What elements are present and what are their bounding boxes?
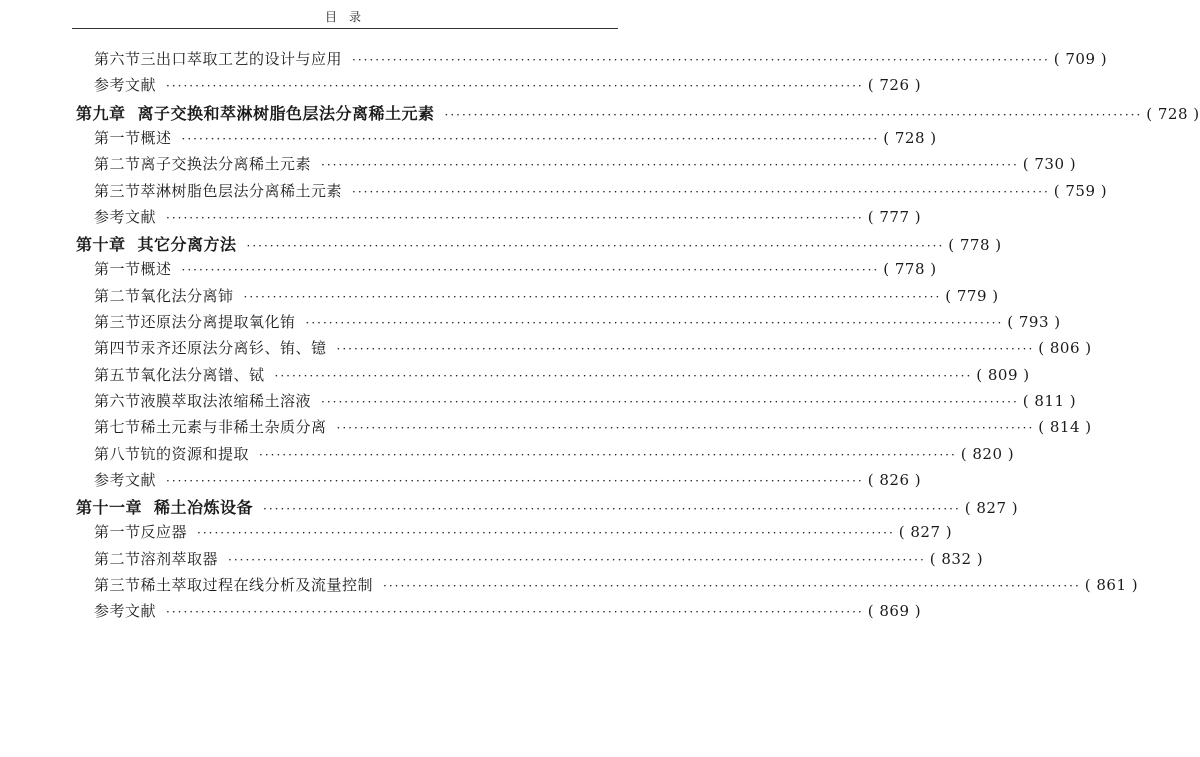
toc-section-entry[interactable] [94, 337, 1092, 361]
toc-references-entry[interactable] [94, 600, 922, 624]
section-number: 第一节 [94, 128, 141, 147]
running-header [72, 6, 618, 29]
section-title: 汞齐还原法分离钐、铕、镱 [140, 339, 327, 358]
section-title: 离子交换法分离稀土元素 [140, 155, 312, 174]
dot-leader: ························································································································ [352, 184, 1050, 199]
page-number: ( 759 ) [1053, 181, 1108, 200]
section-number: 第五节 [94, 365, 141, 384]
page-number: ( 728 ) [883, 128, 937, 147]
section-title: 液膜萃取法浓缩稀土溶液 [140, 391, 312, 410]
toc-section-entry[interactable] [94, 364, 1030, 388]
dot-leader: ························································································································ [259, 447, 957, 462]
dot-leader: ························································································································ [352, 53, 1050, 67]
dot-leader: ························································································································ [228, 552, 926, 567]
section-title: 还原法分离提取氧化铕 [140, 313, 296, 331]
dot-leader: ························································································································ [263, 502, 961, 517]
page-number: ( 861 ) [1084, 576, 1139, 594]
section-number: 第一节 [94, 260, 141, 279]
dot-leader: ························································································································ [321, 394, 1019, 409]
section-number: 第六节 [94, 50, 141, 68]
toc-chapter-entry[interactable] [76, 232, 1002, 256]
toc-section-entry[interactable] [94, 48, 1108, 72]
chapter-number: 第十章 [76, 235, 126, 255]
toc-references-entry[interactable] [94, 206, 922, 230]
section-title: 氧化法分离镨、铽 [140, 365, 265, 384]
page-number: ( 726 ) [867, 76, 922, 95]
dot-leader: ························································································································ [444, 107, 1143, 122]
page-number: ( 728 ) [1146, 104, 1200, 123]
dot-leader: ························································································································ [383, 579, 1081, 593]
section-number: 第二节 [94, 286, 141, 305]
page-number: ( 709 ) [1053, 50, 1108, 68]
chapter-title: 其它分离方法 [137, 235, 237, 255]
section-title: 稀土萃取过程在线分析及流量控制 [140, 576, 374, 594]
toc-chapter-entry[interactable] [76, 495, 1019, 519]
section-number: 第七节 [94, 418, 141, 437]
section-title: 氧化法分离铈 [140, 286, 234, 305]
section-number: 第八节 [94, 444, 141, 463]
dot-leader: ························································································································ [166, 210, 864, 225]
page-number: ( 827 ) [898, 523, 953, 542]
section-title: 三出口萃取工艺的设计与应用 [140, 50, 343, 68]
references-title: 参考文献 [94, 207, 157, 226]
section-title: 钪的资源和提取 [140, 444, 250, 463]
section-number: 第三节 [94, 313, 141, 331]
references-title: 参考文献 [94, 602, 157, 621]
toc-references-entry[interactable] [94, 469, 922, 493]
dot-leader: ························································································································ [166, 605, 864, 620]
header-title: 目录 [324, 10, 373, 24]
toc-section-entry[interactable] [94, 574, 1139, 598]
dot-leader: ························································································································ [166, 473, 864, 488]
references-title: 参考文献 [94, 470, 157, 489]
section-title: 反应器 [140, 523, 188, 542]
section-number: 第三节 [94, 576, 141, 594]
page-number: ( 827 ) [964, 499, 1019, 518]
dot-leader: ························································································································ [243, 289, 942, 304]
toc-section-entry[interactable] [94, 258, 937, 282]
page-number: ( 806 ) [1038, 339, 1092, 358]
section-title: 溶剂萃取器 [140, 549, 219, 568]
page-number: ( 809 ) [976, 365, 1030, 384]
dot-leader: ························································································································ [336, 421, 1035, 436]
toc-section-entry[interactable] [94, 153, 1077, 177]
dot-leader: ························································································································ [246, 239, 945, 254]
chapter-number: 第十一章 [76, 498, 143, 518]
dot-leader: ························································································································ [181, 131, 880, 146]
chapter-title: 稀土冶炼设备 [154, 498, 254, 518]
dot-leader: ························································································································ [274, 368, 973, 383]
references-title: 参考文献 [94, 76, 157, 95]
section-title: 概述 [140, 260, 172, 279]
page-number: ( 820 ) [960, 444, 1015, 463]
toc-section-entry[interactable] [94, 127, 937, 151]
dot-leader: ························································································································ [305, 316, 1004, 330]
toc-section-entry[interactable] [94, 521, 953, 545]
page-number: ( 779 ) [945, 286, 999, 305]
section-number: 第三节 [94, 181, 141, 200]
page-number: ( 869 ) [867, 602, 922, 621]
toc-section-entry[interactable] [94, 311, 1061, 335]
toc-references-entry[interactable] [94, 74, 922, 98]
page-number: ( 778 ) [948, 236, 1002, 255]
page-number: ( 811 ) [1022, 391, 1077, 410]
chapter-title: 离子交换和萃淋树脂色层法分离稀土元素 [137, 103, 435, 123]
toc-section-entry[interactable] [94, 416, 1092, 440]
section-title: 稀土元素与非稀土杂质分离 [140, 418, 327, 437]
section-number: 第一节 [94, 523, 141, 542]
section-title: 萃淋树脂色层法分离稀土元素 [140, 181, 343, 200]
page-number: ( 814 ) [1038, 418, 1092, 437]
dot-leader: ························································································································ [336, 342, 1035, 357]
chapter-number: 第九章 [76, 103, 126, 123]
page-number: ( 730 ) [1022, 155, 1077, 174]
section-number: 第二节 [94, 155, 141, 174]
section-number: 第二节 [94, 549, 141, 568]
page-number: ( 778 ) [883, 260, 937, 279]
section-number: 第四节 [94, 339, 141, 358]
page-number: ( 777 ) [867, 207, 922, 226]
toc-section-entry[interactable] [94, 390, 1077, 414]
toc-section-entry[interactable] [94, 548, 984, 572]
toc-section-entry[interactable] [94, 285, 999, 309]
page-number: ( 826 ) [867, 470, 922, 489]
dot-leader: ························································································································ [181, 263, 880, 278]
toc-chapter-entry[interactable] [76, 101, 1200, 125]
dot-leader: ························································································································ [166, 79, 864, 94]
page-number: ( 793 ) [1007, 313, 1061, 331]
toc-section-entry[interactable] [94, 180, 1108, 204]
section-title: 概述 [140, 128, 172, 147]
section-number: 第六节 [94, 391, 141, 410]
toc-section-entry[interactable] [94, 443, 1015, 467]
page-number: ( 832 ) [929, 549, 984, 568]
dot-leader: ························································································································ [321, 158, 1019, 173]
dot-leader: ························································································································ [197, 526, 895, 541]
